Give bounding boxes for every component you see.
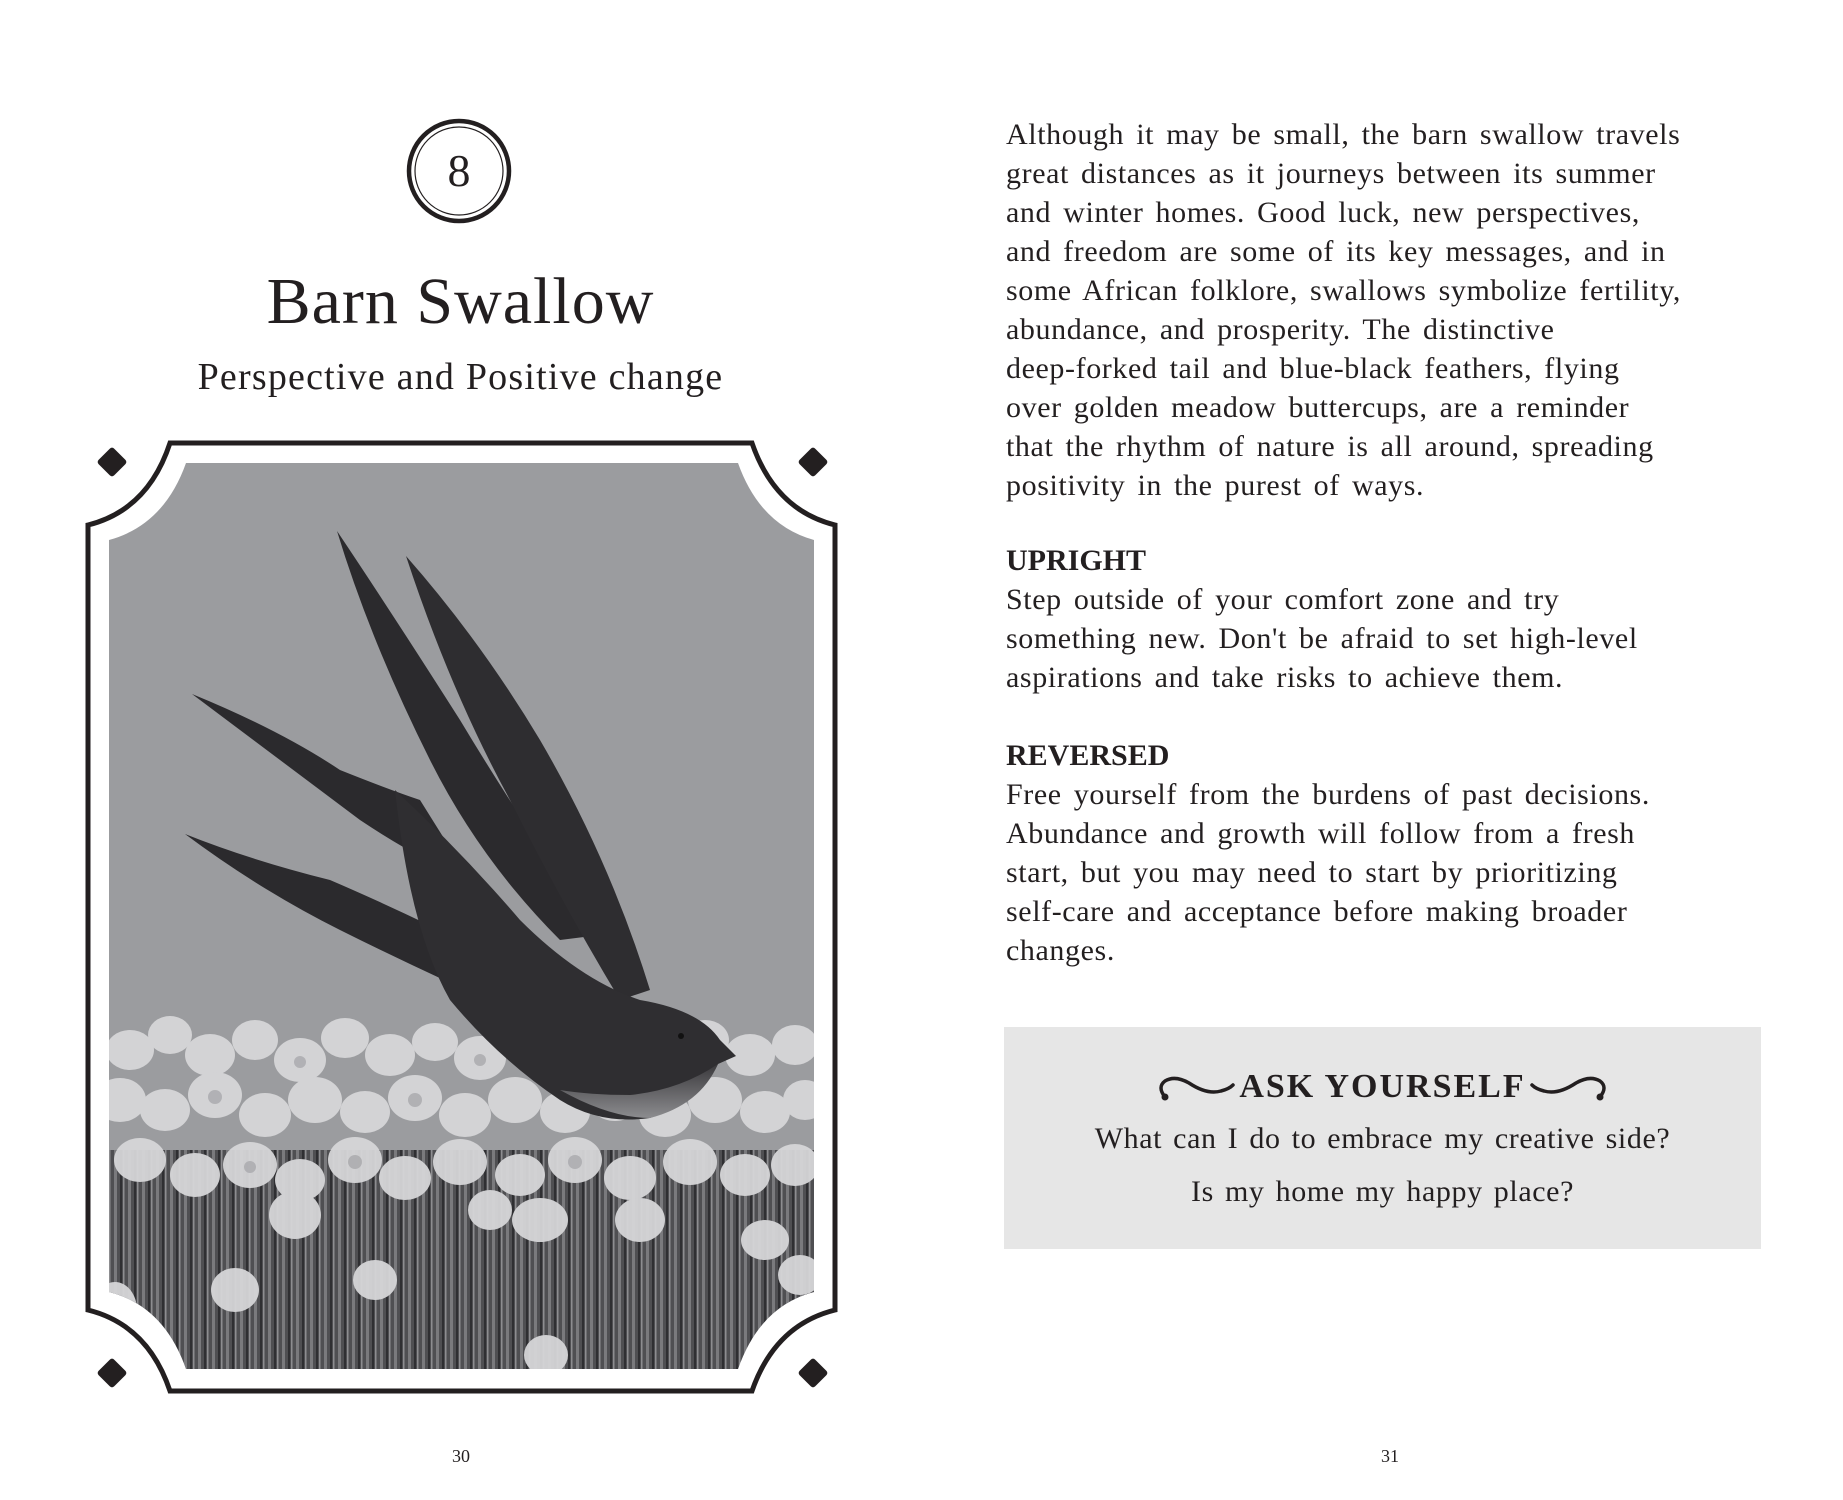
right-swash-icon — [1530, 1069, 1610, 1105]
right-page — [921, 0, 1843, 1500]
text-line: that the rhythm of nature is all around, spreading — [1006, 430, 1654, 463]
text-line: Step outside of your comfort zone and try — [1006, 583, 1560, 616]
text-line: positivity in the purest of ways. — [1006, 469, 1425, 502]
card-subtitle: Perspective and Positive change — [197, 356, 724, 398]
upright-heading: UPRIGHT — [1006, 544, 1147, 577]
ask-yourself-label: ASK YOURSELF — [1239, 1068, 1526, 1105]
card-number: 8 — [447, 145, 471, 196]
ask-question: What can I do to embrace my creative side? — [1094, 1122, 1671, 1155]
text-line: something new. Don't be afraid to set high-level — [1006, 622, 1638, 655]
text-line: and freedom are some of its key messages, and in — [1006, 235, 1666, 268]
card-title: Barn Swallow — [266, 265, 655, 338]
page-number-left: 30 — [452, 1446, 470, 1466]
text-line: over golden meadow buttercups, are a reminder — [1006, 391, 1630, 424]
swallow-illustration — [60, 420, 860, 1420]
card-illustration — [60, 420, 860, 1420]
text-line: start, but you may need to start by prioritizing — [1006, 856, 1618, 889]
text-line: changes. — [1006, 934, 1115, 967]
text-line: Although it may be small, the barn swallow travels — [1006, 118, 1681, 151]
text-line: great distances as it journeys between its summer — [1006, 157, 1656, 190]
reversed-heading: REVERSED — [1006, 739, 1170, 772]
upright-section — [1006, 541, 1786, 697]
text-line: some African folklore, swallows symbolize fertility, — [1006, 274, 1681, 307]
ask-yourself-heading — [1004, 1067, 1761, 1107]
intro-paragraph — [1006, 115, 1786, 505]
reversed-section — [1006, 736, 1786, 970]
ask-yourself-box — [1004, 1027, 1761, 1249]
page-number-right: 31 — [1381, 1446, 1399, 1466]
card-number-badge — [406, 118, 512, 224]
text-line: and winter homes. Good luck, new perspectives, — [1006, 196, 1640, 229]
text-line: aspirations and take risks to achieve them. — [1006, 661, 1564, 694]
left-page — [0, 0, 921, 1500]
text-line: deep-forked tail and blue-black feathers, flying — [1006, 352, 1620, 385]
text-line: abundance, and prosperity. The distinctive — [1006, 313, 1555, 346]
left-swash-icon — [1155, 1069, 1235, 1105]
text-line: self-care and acceptance before making broader — [1006, 895, 1628, 928]
text-line: Abundance and growth will follow from a fresh — [1006, 817, 1636, 850]
text-line: Free yourself from the burdens of past decisions. — [1006, 778, 1650, 811]
ask-question: Is my home my happy place? — [1191, 1175, 1574, 1208]
